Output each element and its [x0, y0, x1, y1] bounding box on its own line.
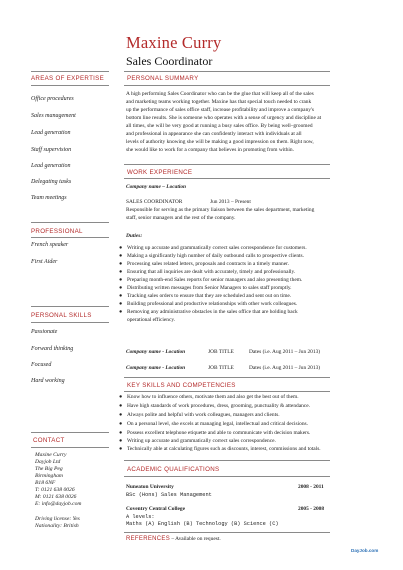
divider [124, 71, 330, 72]
skill-item: ● Technically able at calculating figures such as discounts, interest, commissions and totals. [119, 446, 321, 452]
bullet-icon: ● [119, 245, 123, 251]
summary-line: bottom line results. She is someone who operates with a sense of urgency and discipline at [126, 115, 322, 121]
bullet-icon: ● [119, 301, 123, 307]
expertise-item: Delegating tasks [31, 179, 72, 185]
duty-item: ● Processing sales related letters, proposals and contracts in a timely manner. [119, 261, 289, 267]
summary-line: up the performance of sales office staff, increase profitability and improve a company's [126, 107, 315, 113]
divider [31, 306, 109, 307]
divider [31, 237, 109, 238]
bullet-icon: ● [119, 421, 123, 427]
driving-license: Driving license: Yes [35, 516, 80, 522]
duty-item: ● Writing up accurate and grammatically correct sales correspondence for customers. [119, 245, 307, 251]
contact-heading: CONTACT [33, 437, 65, 444]
divider [124, 391, 330, 392]
professional-heading: PROFESSIONAL [31, 228, 83, 235]
divider [31, 222, 109, 223]
experience-heading: WORK EXPERIENCE [127, 169, 193, 176]
contact-line: Maxine Curry [35, 452, 67, 458]
bullet-icon: ● [119, 430, 123, 436]
job-description-line: Responsible for serving as the primary liaison between the sales department, marketing [126, 207, 315, 213]
duty-item: ● Tracking sales orders to ensure that they are scheduled and sent out on time. [119, 293, 292, 299]
job-description-line: staff, senior managers and the rest of the company. [126, 215, 236, 221]
areas-heading: AREAS OF EXPERTISE [31, 75, 105, 82]
contact-mobile: M: 0121 638 0026 [35, 494, 77, 500]
contact-line: B18 6NF [35, 480, 56, 486]
duty-item: ● Ensuring that all inquiries are dealt with accurately, timely and professionally. [119, 269, 296, 275]
contact-line: Birmingham [35, 473, 63, 479]
expertise-item: Office procedures [31, 96, 74, 102]
summary-line: A high performing Sales Coordinator who can be the glue that will keep all of the sales [126, 91, 314, 97]
personal-skills-heading: PERSONAL SKILLS [31, 312, 92, 319]
summary-line: all times, she will be very good at running a busy sales office. By being well–groomed [126, 123, 313, 129]
job-dates-current: Jun 2013 – Present [210, 199, 251, 205]
nationality: Nationality: British [35, 523, 79, 529]
divider [31, 447, 109, 448]
contact-email[interactable]: E: info@dayjob.com [35, 501, 82, 507]
divider [124, 476, 330, 477]
personal-skill-item: Hard working [31, 378, 65, 384]
bullet-icon: ● [119, 285, 123, 291]
expertise-item: Sales management [31, 113, 76, 119]
divider [124, 85, 330, 86]
professional-item: First Aider [31, 259, 58, 265]
company-name: Company name – Location [126, 184, 187, 190]
divider [124, 178, 330, 179]
divider [31, 322, 109, 323]
duty-item: ● Building professional and productive relationships with other work colleagues. [119, 301, 298, 307]
expertise-item: Lead generation [31, 163, 71, 169]
contact-line: Dayjob Ltd [35, 459, 61, 465]
bullet-icon: ● [119, 277, 123, 283]
references-line [126, 536, 221, 543]
bullet-icon: ● [119, 394, 123, 400]
school-dates: 2008 - 2011 [298, 484, 324, 490]
expertise-item: Lead generation [31, 130, 71, 136]
skill-item: ● Always polite and helpful with work colleagues, managers and clients. [119, 412, 280, 418]
skill-item: ● Writing up accurate and grammatically correct sales correspondence. [119, 438, 276, 444]
professional-item: French speaker [31, 242, 69, 248]
previous-job-title: JOB TITLE [208, 365, 234, 371]
personal-skill-item: Forward thinking [31, 346, 74, 352]
divider [124, 460, 330, 461]
previous-company: Company name - Location [126, 349, 186, 355]
bullet-icon: ● [119, 261, 123, 267]
bullet-icon: ● [119, 253, 123, 259]
bullet-icon: ● [119, 269, 123, 275]
candidate-name: Maxine Curry [126, 33, 222, 52]
references-heading: REFERENCES [126, 536, 171, 542]
bullet-icon: ● [119, 403, 123, 409]
dayjob-logo[interactable]: DayJob.com [351, 548, 379, 553]
duty-item: ● Making a significantly high number of daily outbound calls to prospective clients. [119, 253, 304, 259]
skill-item: ● Know how to influence others, motivate them and also get the best out of them. [119, 394, 299, 400]
qualification-label: A levels: [126, 514, 155, 520]
divider [124, 377, 330, 378]
school-dates: 2005 - 2008 [298, 506, 325, 512]
expertise-item: Team meetings [31, 195, 67, 201]
job-title-current: SALES COORDINATOR [126, 199, 183, 205]
education-heading: ACADEMIC QUALIFICATIONS [127, 466, 220, 473]
bullet-icon: ● [119, 446, 123, 452]
summary-line: and professional in appearance she can confidently interact with individuals at all [126, 131, 302, 137]
personal-skill-item: Focused [31, 362, 52, 368]
degree: BSc (Hons) Sales Management [126, 492, 212, 498]
bullet-icon: ● [119, 438, 123, 444]
personal-skill-item: Passionate [31, 329, 58, 335]
summary-line: and marketing teams working together. Maxine has that special touch needed to crank [126, 99, 312, 105]
previous-job-title: JOB TITLE [208, 349, 234, 355]
summary-line: levels of authority knowing she will be making a good impression on them. Right now, [126, 139, 314, 145]
duty-item: ● Preparing month-end Sales reports for senior managers and also presenting them. [119, 277, 303, 283]
job-title: Sales Coordinator [126, 54, 213, 68]
qualification-grades: Maths (A) English (B) Technology (B) Science (C) [126, 521, 279, 527]
duty-item: ● Distributing written messages from Senior Managers to sales staff promptly. [119, 285, 292, 291]
skills-heading: KEY SKILLS AND COMPETENCIES [127, 382, 236, 389]
references-text: – Available on request. [170, 536, 221, 542]
expertise-item: Staff supervision [31, 147, 72, 153]
bullet-icon: ● [119, 412, 123, 418]
school-name: Coventry Central College [126, 506, 185, 512]
skill-item: ● Possess excellent telephone etiquette and able to communicate with decision makers. [119, 430, 311, 436]
previous-company: Company name - Location [126, 365, 186, 371]
divider [124, 532, 330, 533]
bullet-icon: ● [119, 309, 123, 315]
duty-item-continued: operational efficiency. [127, 317, 176, 323]
contact-phone: T: 0121 638 0026 [35, 487, 75, 493]
divider [31, 71, 109, 72]
previous-job-dates: Dates (i.e. Aug 2011 – Jun 2013) [249, 365, 321, 371]
divider [124, 164, 330, 165]
contact-line: The Big Peg [35, 466, 63, 472]
divider [31, 85, 109, 86]
bullet-icon: ● [119, 293, 123, 299]
skill-item: ● Have high standards of work procedures, dress, grooming, punctuality & attendance. [119, 403, 310, 409]
summary-line: she would like to work for a company that believes in promoting from within. [126, 147, 294, 153]
skill-item: ● On a personal level, she excels at managing legal, intellectual and critical decisions. [119, 421, 308, 427]
duties-label: Duties: [126, 233, 143, 239]
school-name: Nuneaton University [126, 484, 174, 490]
divider [31, 432, 109, 433]
duty-item: ● Removing any administrative obstacles in the sales office that are holding back [119, 309, 298, 315]
summary-heading: PERSONAL SUMMARY [127, 75, 199, 82]
previous-job-dates: Dates (i.e. Aug 2011 – Jun 2013) [249, 349, 321, 355]
